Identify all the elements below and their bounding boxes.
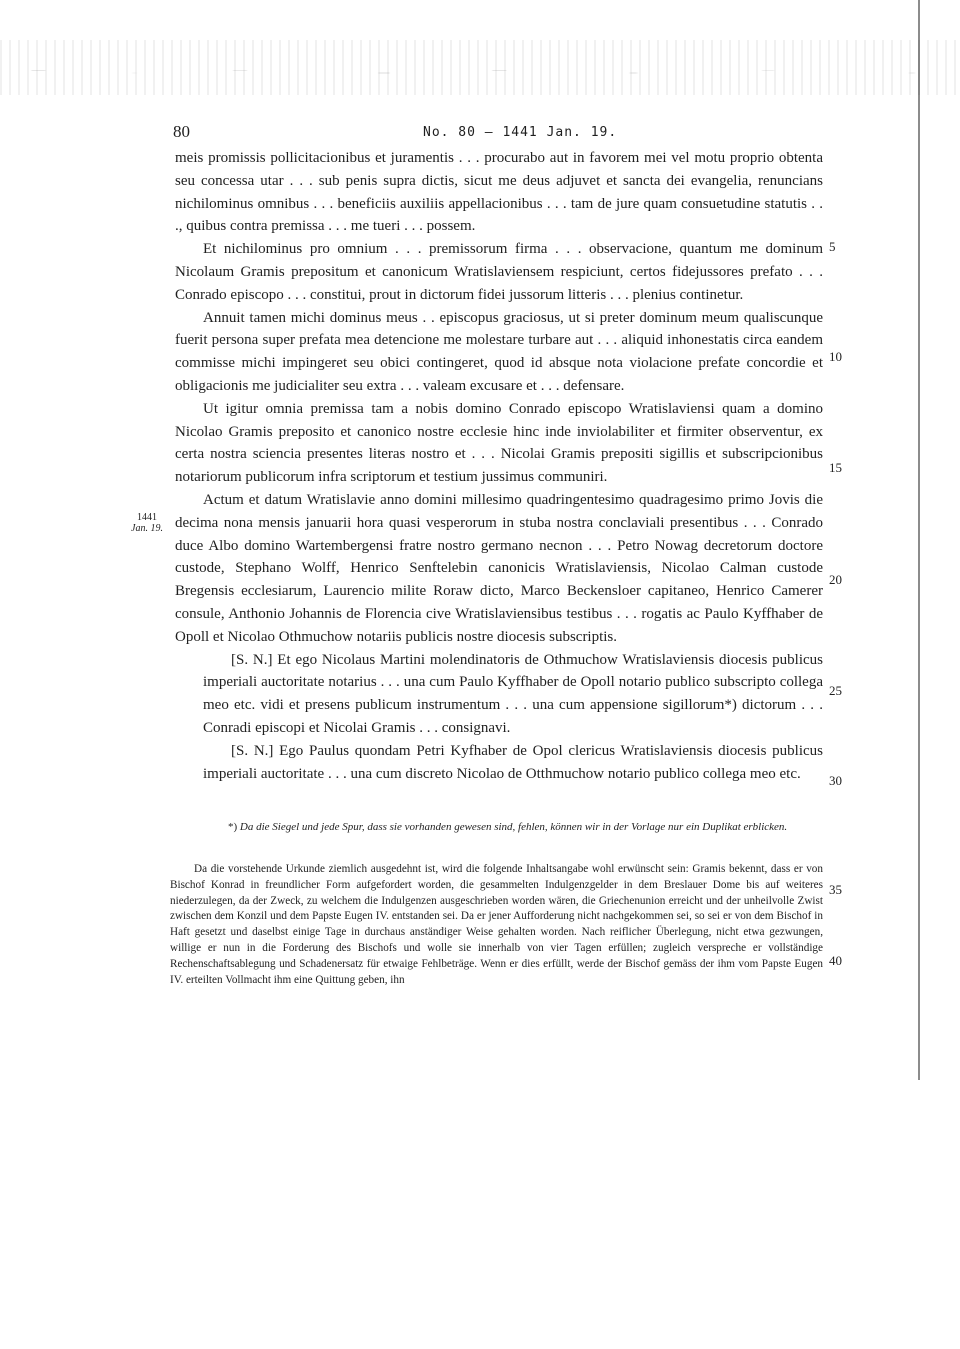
line-number: 5 xyxy=(829,239,836,254)
line-number: 25 xyxy=(829,683,842,698)
paragraph-2: Et nichilominus pro omnium . . . premissorum firma . . . observacione, quantum me dominum Nicolaum Gramis prepositum et canonicum Wratislaviensem respiciunt, certos fidejussores prefato . . . Conrado episcopo . . . constitui, prout in dictorum fidei jussorum litteris . . . plenius continetur. xyxy=(175,241,823,303)
line-number: 35 xyxy=(829,882,842,897)
summary-paragraph: Da die vorstehende Urkunde ziemlich ausgedehnt ist, wird die folgende Inhaltsangabe wohl erwünscht sein: Gramis bekennt, dass er von Bischof Konrad in freundlicher Form aufgefordert worden, die gesammelten Indulgenzgelder in dem Breslauer Dome bis auf weiteres niederzulegen, da der Zweck, zu welchem die Indulgenzen ausgeschrieben worden wären, die Griechenunion erreicht und der unheilvolle Zwist zwischen dem Konzil und dem Papste Eugen IV. entstanden sei. Da er jener Aufforderung nicht nachgekommen sei, so sei er von dem Bischof in Haft gesetzt und daselbst einige Tage in durchaus anständiger Weise gehalten worden. Nach reiflicher Überlegung, nicht etwa gezwungen, willige er nun in die Forderung des Bischofs und wolle sie innerhalb von vier Tagen erfüllen; zugleich verspreche er vollständige Rechenschaftsablegung und Schadenersatz für etwaige Fehlbeträge. Wenn er dies erfüllt, werde der Bischof gemäss der ihm vom Papste Eugen IV. erteilten Vollmacht ihm eine Quittung geben, ihn xyxy=(170,863,823,986)
notary-1: [S. N.] Et ego Nicolaus Martini molendinatoris de Othmuchow Wratislaviensis diocesis publicus imperiali auctoritate notarius . . . una cum Paulo Kyffhaber de Opoll notario publico subscripto collega meo etc. vidi et presens publicum instrumentum . . . una cum appensione sigillorum*) dictorum . . . Conradi episcopi et Nicolai Gramis . . . consignavi. xyxy=(203,651,823,736)
margin-date-year: 1441 xyxy=(137,512,157,523)
line-number: 10 xyxy=(829,349,842,364)
footnote-text: Da die Siegel und jede Spur, dass sie vorhanden gewesen sind, fehlen, können wir in der Vorlage nur ein Duplikat erblicken. xyxy=(239,821,788,833)
footnote-mark: *) xyxy=(228,821,238,833)
paragraph-3: Annuit tamen michi dominus meus . . episcopus graciosus, ut si preter dominum meum qualiscunque fuerit persona super prefata mea detencione me molestare turbare aut . . . aliquid inhonestatis circa eandem commisse michi impingeret seu obici contingeret, quod id absque nota violacione prefate concordie et obligacionis me judicialiter seu extra . . . valeam excusare et . . . defensare. xyxy=(175,309,823,394)
page-number: 80 xyxy=(173,122,190,141)
line-number: 15 xyxy=(829,460,842,475)
page-header xyxy=(173,122,823,144)
paragraph-4: Ut igitur omnia premissa tam a nobis domino Conrado episcopo Wratislaviensi quam a domino Nicolao Gramis preposito et canonico nostre ecclesie hinc inde inviolabiliter et firmiter observentur, ex certa nostra sciencia presentes literas nostro et . . . Nicolai Gramis prepositi sigillis et subscripcionibus notariorum publicorum infra scriptorum et testium jussimus communiri. xyxy=(175,400,823,486)
footnote xyxy=(228,820,823,835)
running-head: No. 80 — 1441 Jan. 19. xyxy=(423,125,618,140)
line-number: 40 xyxy=(829,953,842,968)
scan-noise-top xyxy=(0,40,960,95)
paragraph-1: meis promissis pollicitacionibus et juramentis . . . procurabo aut in favorem mei vel motu proprio obtenta seu concessa utar . . . sub penis supra dictis, sicut me deus adjuvet et sancta dei evangelia, renuncians nichilominus omnibus . . . beneficiis auxiliis appellacionibus . . . tam de jure quam consuetudine statutis . . ., quibus contra premissa . . . me tueri . . . possem. xyxy=(175,150,823,235)
paragraph-5: Actum et datum Wratislavie anno domini millesimo quadringentesimo quadragesimo primo Jovis die decima nona mensis januarii hora quasi vesperorum in stuba nostra conclaviali presentibus . . . Conrado duce Albo domino Wartembergensi fratre nostro germano necnon . . . Petro Nowag decretorum doctore custode, Stephano Wolff, Henrico Senftelebin canonicis Wratislaviensis, Nicolao Calman custode Bregensis ecclesiarum, Laurencio milite Roraw dicto, Marco Beckensloer capitaneo, Henrico Camerer consule, Anthonio Johannis de Florencia cive Wratislaviensibus testibus . . . rogatis ac Paulo Kyffhaber de Opoll et Nicolao Othmuchow notariis publicis nostre diocesis subscriptis. xyxy=(175,491,823,645)
notary-2: [S. N.] Ego Paulus quondam Petri Kyfhaber de Opol clericus Wratislaviensis diocesis publicus imperiali auctoritate . . . una cum discreto Nicolao de Otthmuchow notario publico collega meo etc. xyxy=(203,742,823,782)
document-body xyxy=(175,147,823,785)
line-number: 30 xyxy=(829,773,842,788)
scan-edge-line xyxy=(918,0,920,1080)
margin-date-day: Jan. 19. xyxy=(131,523,163,534)
margin-date xyxy=(122,512,172,534)
line-number: 20 xyxy=(829,572,842,587)
summary-text xyxy=(170,862,823,988)
